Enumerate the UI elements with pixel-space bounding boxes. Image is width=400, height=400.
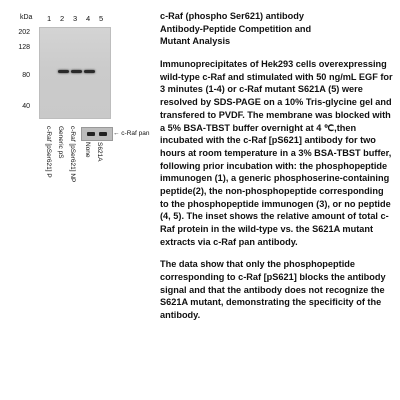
conclusion-paragraph: The data show that only the phosphopeptide corresponding to c-Raf [pS621] blocks the antibody signal and that the antibody does not recognize the S621A mutant, demonstrating the specificity of the antibody. <box>160 259 386 321</box>
lane-number-1: 1 <box>47 14 52 23</box>
lane-number-5: 5 <box>99 14 104 23</box>
lane-label-4: None <box>84 142 91 158</box>
lane-label-1: c-Raf [pSer621] P <box>45 126 52 178</box>
mw-marker-202: 202 <box>18 29 30 36</box>
mw-marker-128: 128 <box>18 44 30 51</box>
methods-paragraph: Immunoprecipitates of Hek293 cells overexpressing wild-type c-Raf and stimulated with 50 ng/mL EGF for 3 minutes (1-4) or c-Raf mutant S621A (5) were resolved by SDS-PAGE on a 10% Tris-glycine gel and transfered to PVDF. The membrane was blocked with a 5% BSA-TBST buffer overnight at 4 ℃,then incubated with the c-Raf [pS621] antibody for two hours at room temperature in a 3% BSA-TBST buffer, following prior incubation with: the phosphopeptide immunogen (1), a generic phosphoserine-containing peptide(2), the non-phosphopeptide corresponding to the phosphopeptide immunogen (3), or no peptide (4, 5). The inset shows the relative amount of total c-Raf protein in the wild-type vs. the S621A mutant extracts via c-Raf pan antibody. <box>160 59 393 247</box>
band-lane-2 <box>58 70 69 73</box>
kda-label: kDa <box>20 14 33 21</box>
band-lane-3 <box>71 70 82 73</box>
lane-number-4: 4 <box>86 14 91 23</box>
lane-label-3: c-Raf [pSer621] NP <box>69 126 76 183</box>
band-lane-4 <box>84 70 95 73</box>
inset-band-wt <box>87 132 95 136</box>
lane-number-3: 3 <box>73 14 78 23</box>
c-raf-pan-label: ← c-Raf pan <box>113 130 150 137</box>
figure-title: c-Raf (phospho Ser621) antibody Antibody-Peptide Competition and Mutant Analysis <box>160 11 312 47</box>
c-raf-pan-inset-blot <box>81 127 113 141</box>
lane-number-2: 2 <box>60 14 65 23</box>
description-text <box>160 10 394 332</box>
mw-marker-80: 80 <box>22 72 30 79</box>
western-blot-figure <box>0 0 160 400</box>
mw-marker-40: 40 <box>22 103 30 110</box>
inset-band-s621a <box>99 132 107 136</box>
blot-membrane <box>39 27 111 119</box>
lane-label-2: Generic pS <box>57 126 64 159</box>
lane-label-5: S621A <box>96 142 103 162</box>
